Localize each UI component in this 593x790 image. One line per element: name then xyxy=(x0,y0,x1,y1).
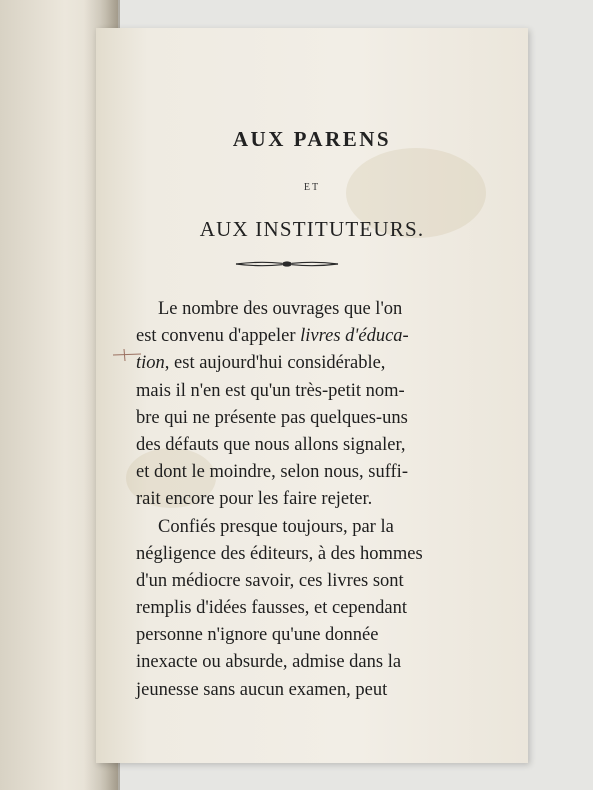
text-line: jeunesse sans aucun examen, peut xyxy=(136,679,388,700)
text-line: personne n'ignore qu'une donnée xyxy=(136,625,379,646)
text-line: des défauts que nous allons signaler, xyxy=(136,434,406,455)
decorative-rule-ornament-icon xyxy=(234,259,340,269)
title-line-1: AUX PARENS xyxy=(232,127,392,151)
text-line: négligence des éditeurs, à des hommes xyxy=(136,543,423,564)
text-line: Le nombre des ouvrages que l'on xyxy=(158,299,403,319)
text-line: et dont le moindre, selon nous, suffi- xyxy=(136,462,408,483)
text-line: bre qui ne présente pas quelques-uns xyxy=(136,407,408,428)
title-conjunction: ET xyxy=(303,182,321,193)
text-line: est convenu d'appeler livres d'éduca- xyxy=(136,326,409,347)
text-line: remplis d'idées fausses, et cependant xyxy=(136,598,407,619)
text-line: mais il n'en est qu'un très-petit nom- xyxy=(136,380,405,401)
text-line: inexacte ou absurde, admise dans la xyxy=(136,652,402,673)
text-line: Confiés presque toujours, par la xyxy=(158,516,394,537)
book-page xyxy=(96,28,528,763)
text-line: tion, est aujourd'hui considérable, xyxy=(136,353,386,374)
body-text xyxy=(136,296,494,704)
text-line: d'un médiocre savoir, ces livres sont xyxy=(136,570,404,591)
title-line-2: AUX INSTITUTEURS. xyxy=(199,217,425,241)
text-line: rait encore pour les faire rejeter. xyxy=(136,489,373,510)
